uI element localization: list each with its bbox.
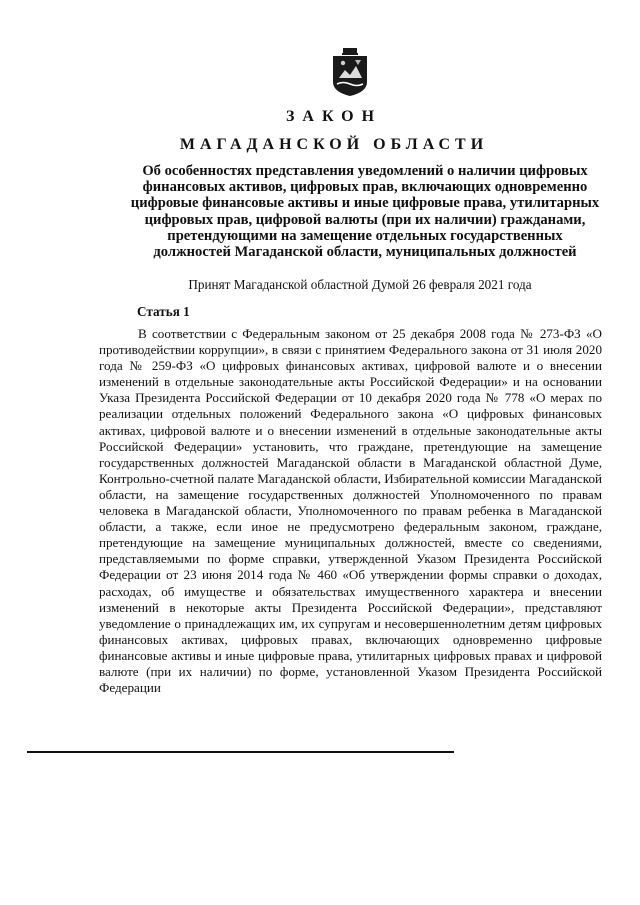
law-subject-title: Об особенностях представления уведомлений о наличии цифровых финансовых активов, цифровых прав, включающих одновременно цифровые финансовые активы и иные цифровые права, утилитарных цифровых прав, цифровой валюты (при их наличии) гражданами, претендующими на замещение отдельных государственных должностей Магаданской области, муниципальных должностей (130, 163, 600, 261)
article-body: В соответствии с Федеральным законом от 25 декабря 2008 года № 273-ФЗ «О противодействии коррупции», в связи с принятием Федерального закона от 31 июля 2020 года № 259-ФЗ «О цифровых финансовых активах, цифровой валюте и о внесении изменений в отдельные законодательные акты Российской Федерации» и на основании Указа Президента Российской Федерации от 10 декабря 2020 года № 778 «О мерах по реализации отдельных положений Федерального закона «О цифровых финансовых активах, цифровой валюте и о внесении изменений в отдельные законодательные акты Российской Федерации» установить, что граждане, претендующие на замещение государственных должностей Магаданской области в Магаданской областной Думе, Контрольно-счетной палате Магаданской области, Избирательной комиссии Магаданской области, на замещение государственных должностей Уполномоченного по правам человека в Магаданской области, Уполномоченного по правам ребенка в Магаданской области, а также, если иное не предусмотрено федеральным законом, граждане, претендующие на замещение муниципальных должностей, вместе со сведениями, представляемыми по форме справки, утвержденной Указом Президента Российской Федерации от 23 июня 2014 года № 460 «Об утверждении формы справки о доходах, расходах, об имуществе и обязательствах имущественного характера и внесении изменений в некоторые акты Президента Российской Федерации», представляют уведомление о принадлежащих им, их супругам и несовершеннолетним детям цифровых финансовых активах, цифровых правах, включающих одновременно цифровые финансовые активы и иные цифровые права, утилитарных цифровых правах и цифровой валюте (при их наличии) по форме, установленной Указом Президента Российской Федерации (99, 326, 602, 696)
region-heading: МАГАДАНСКОЙ ОБЛАСТИ (179, 136, 489, 153)
law-heading: ЗАКОН (285, 108, 383, 125)
adoption-note: Принят Магаданской областной Думой 26 февраля 2021 года (188, 277, 532, 292)
footnote-divider (27, 751, 454, 753)
coat-of-arms-icon (331, 48, 369, 96)
article-heading: Статья 1 (137, 304, 190, 319)
